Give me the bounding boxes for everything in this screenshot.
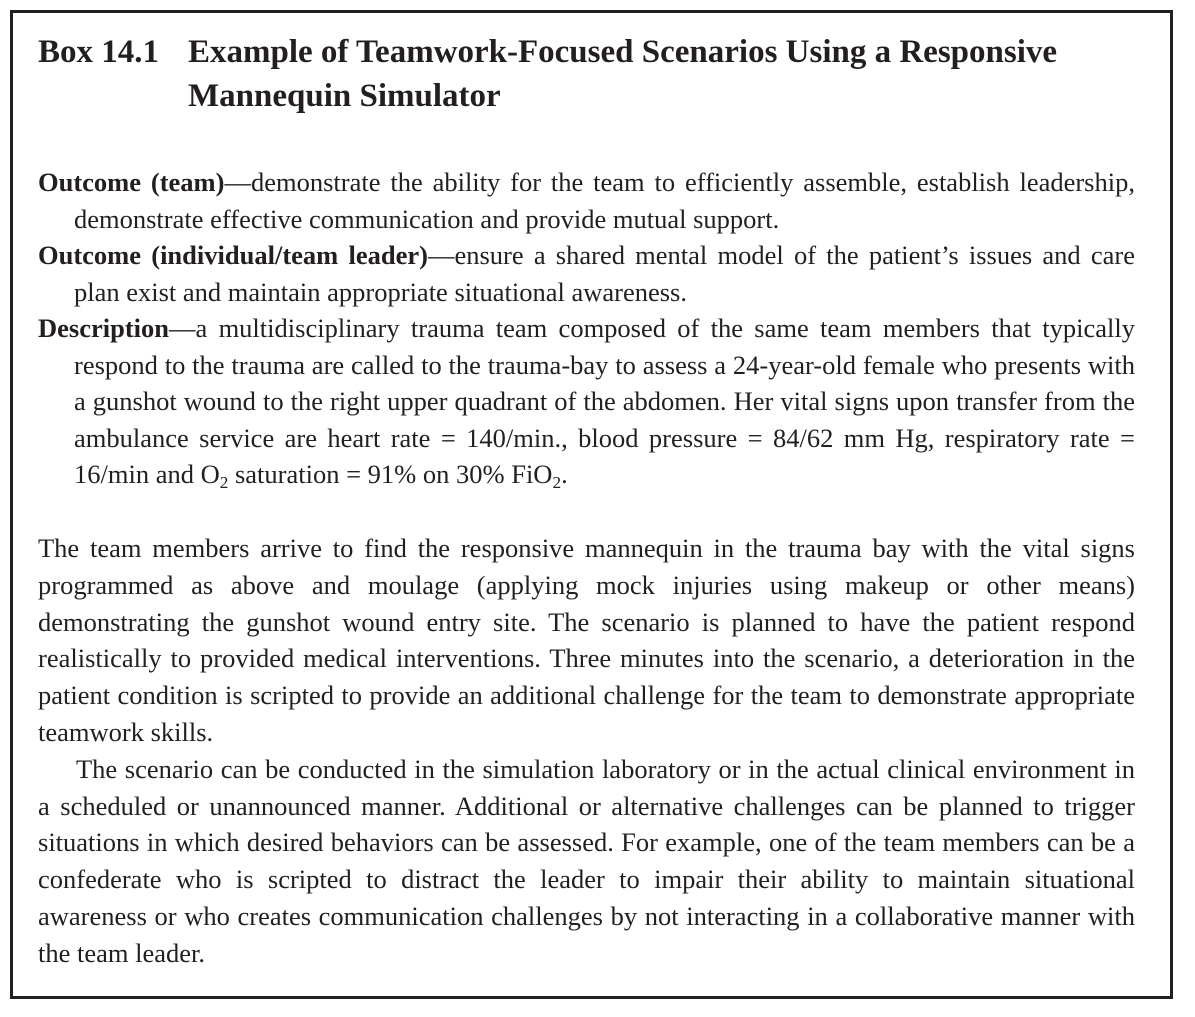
subscript: 2 bbox=[552, 473, 562, 493]
definition-text: saturation = 91% on 30% FiO bbox=[228, 459, 553, 489]
subscript: 2 bbox=[219, 473, 229, 493]
scenario-body bbox=[38, 530, 1135, 972]
definition-text: . bbox=[561, 459, 568, 489]
definition-list bbox=[38, 164, 1135, 493]
box-title: Example of Teamwork-Focused Scenarios Using a Responsive Mannequin Simulator bbox=[188, 34, 1058, 114]
definition-term: Outcome (individual/team leader) bbox=[38, 240, 428, 270]
definition-outcome-individual: Outcome (individual/team leader)—ensure a shared mental model of the patient’s issues and care plan exist and maintain appropriate situational awareness. bbox=[38, 240, 1135, 307]
definition-term: Description bbox=[38, 313, 170, 343]
definition-text: a multidisciplinary trauma team composed of the same team members that typically respond to the trauma are called to the trauma-bay to assess a 24-year-old female who presents with a gunshot wound to the right upper quadrant of the abdomen. Her vital signs upon transfer from the ambulance service are heart rate = 140/min., blood pressure = 84/62 mm Hg, respiratory rate = 16/min and O bbox=[74, 313, 1135, 489]
definition-description: Description—a multidisciplinary trauma team composed of the same team members that typically respond to the trauma are called to the trauma-bay to assess a 24-year-old female who presents with a gunshot wound to the right upper quadrant of the abdomen. Her vital signs upon transfer from the ambulance service are heart rate = 140/min., blood pressure = 84/62 mm Hg, respiratory rate = 16/min and $O_2$ saturation = 91% on 30% FiO$_2$. bbox=[38, 313, 1135, 493]
box-label: Box 14.1 bbox=[38, 34, 160, 70]
scenario-paragraph: The scenario can be conducted in the simulation laboratory or in the actual clinical environment in a scheduled or unannounced manner. Additional or alternative challenges can be planned to trigger situations in which desired behaviors can be assessed. For example, one of the team members can be a confederate who is scripted to distract the leader to impair their ability to maintain situational awareness or who creates communication challenges by not interacting in a collaborative manner with the team leader. bbox=[38, 753, 1135, 968]
scenario-paragraph: The team members arrive to find the responsive mannequin in the trauma bay with the vital signs programmed as above and moulage (applying mock injuries using makeup or other means) demonstrating the gunshot wound entry site. The scenario is planned to have the patient respond realistically to provided medical interventions. Three minutes into the scenario, a deterioration in the patient condition is scripted to provide an additional challenge for the team to demonstrate appropriate teamwork skills. bbox=[38, 533, 1135, 747]
definition-text: demonstrate the ability for the team to efficiently assemble, establish leadership, demonstrate effective communication and provide mutual support. bbox=[74, 167, 1135, 234]
definition-text: ensure a shared mental model of the patient’s issues and care plan exist and maintain appropriate situational awareness. bbox=[74, 240, 1135, 307]
definition-outcome-team: Outcome (team)—demonstrate the ability for the team to efficiently assemble, establish leadership, demonstrate effective communication and provide mutual support. bbox=[38, 167, 1135, 234]
definition-term: Outcome (team) bbox=[38, 167, 225, 197]
